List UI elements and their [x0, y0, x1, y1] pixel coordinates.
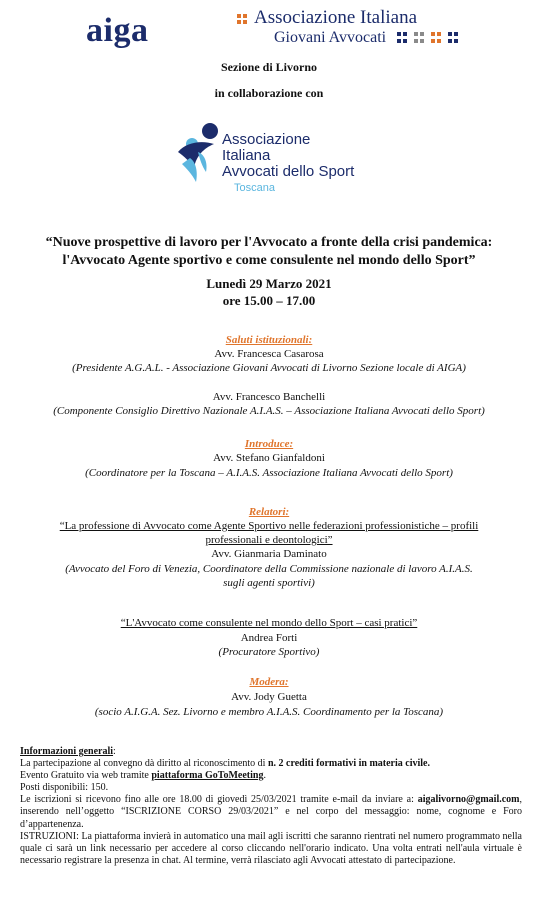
- talk1-role-line2: sugli agenti sportivi): [223, 577, 315, 589]
- aias-line2: Italiana: [222, 147, 271, 164]
- assoc-line1: Associazione Italiana: [254, 7, 418, 28]
- info-platform-text: Evento Gratuito via web tramite: [20, 770, 152, 782]
- talk2-speaker: Andrea Forti: [240, 632, 298, 644]
- talk1-role-line1: (Avvocato del Foro di Venezia, Coordinatore della Commissione nazionale di lavoro A.I.A.S.: [65, 563, 473, 575]
- talk1-title-line2: professionali e deontologici”: [205, 534, 333, 546]
- event-title-line1: “Nuove prospettive di lavoro per l'Avvocato a fronte della crisi pandemica:: [45, 235, 493, 250]
- talk1-speaker: Avv. Gianmaria Daminato: [211, 548, 327, 560]
- introduce-heading: Introduce:: [244, 438, 294, 450]
- aiga-assoc-name: [236, 8, 417, 28]
- info-email-link[interactable]: aigalivorno@gmail.com: [417, 794, 520, 806]
- aias-line4: Toscana: [234, 182, 275, 194]
- info-heading: Informazioni generali: [20, 746, 114, 757]
- saluti-heading: Saluti istituzionali:: [225, 334, 313, 346]
- info-credits: [20, 758, 522, 770]
- modera-heading: Modera:: [249, 676, 289, 688]
- collaboration-label: in collaborazione con: [214, 86, 324, 100]
- introduce-role: (Coordinatore per la Toscana – A.I.A.S. Associazione Italiana Avvocati dello Sport): [85, 467, 453, 479]
- info-credits-text: La partecipazione al convegno dà diritto al riconoscimento di: [20, 758, 268, 770]
- info-platform: Evento Gratuito via web tramite piattaforma GoToMeeting.: [20, 770, 266, 782]
- info-registration-text2: , inserendo nell’oggetto “ISCRIZIONE CORSO 29/03/2021” e nel corpo del messaggio: nome, cognome e Foro d’appartenenza.: [20, 794, 522, 830]
- modera-role: (socio A.I.G.A. Sez. Livorno e membro A.I.A.S. Coordinamento per la Toscana): [94, 706, 444, 718]
- saluti-speaker1: Avv. Francesca Casarosa: [214, 348, 324, 360]
- colored-squares-icon: [396, 31, 459, 46]
- relatori-heading: Relatori:: [248, 506, 290, 518]
- aias-figure-icon: [172, 122, 222, 184]
- section-name: Sezione di Livorno: [220, 60, 317, 74]
- aias-logo: [172, 118, 362, 198]
- aias-line1: Associazione: [222, 131, 311, 148]
- modera-speaker: Avv. Jody Guetta: [231, 691, 307, 703]
- saluti-role2: (Componente Consiglio Direttivo Nazionale A.I.A.S. – Associazione Italiana Avvocati dello Sport): [53, 405, 485, 417]
- aiga-assoc-subname: [274, 28, 459, 48]
- info-heading-row: Informazioni generali:: [20, 746, 116, 757]
- info-instructions: ISTRUZIONI: La piattaforma invierà in automatico una mail agli iscritti che saranno rientrati nel numero programmato nella quale ci sarà un link necessario per accedere al corso cliccando nell'orario indicato. Una volta entrati nell'aula virtuale è necessario registrare la presenza in chat. Al termine, verrà rilasciato agli Avvocati attestato di partecipazione.: [20, 830, 522, 866]
- assoc-line2: Giovani Avvocati: [274, 29, 387, 46]
- info-registration-text: Le iscrizioni si ricevono fino alle ore 18.00 di giovedì 25/03/2021 tramite e-mail da inviare a:: [20, 794, 418, 806]
- saluti-role1: (Presidente A.G.A.L. - Associazione Giovani Avvocati di Livorno Sezione locale di AIGA): [72, 362, 466, 374]
- introduce-speaker: Avv. Stefano Gianfaldoni: [213, 452, 325, 464]
- talk2-role: (Procuratore Sportivo): [218, 646, 320, 658]
- saluti-speaker2: Avv. Francesco Banchelli: [212, 391, 326, 403]
- info-registration: [20, 794, 522, 830]
- info-credits-bold: n. 2 crediti formativi in materia civile.: [267, 758, 430, 770]
- general-info: [20, 746, 522, 867]
- aiga-logo: aiga: [86, 12, 149, 49]
- talk1-title-line1: “La professione di Avvocato come Agente Sportivo nelle federazioni professionistiche – profili: [59, 520, 479, 532]
- info-platform-link[interactable]: piattaforma GoToMeeting: [151, 770, 264, 782]
- event-title-line2: l'Avvocato Agente sportivo e come consulente nel mondo dello Sport”: [62, 253, 476, 268]
- orange-squares-icon: [236, 13, 248, 25]
- talk2-title: “L'Avvocato come consulente nel mondo dello Sport – casi pratici”: [120, 617, 418, 629]
- event-time: ore 15.00 – 17.00: [222, 293, 316, 308]
- event-date: Lunedì 29 Marzo 2021: [206, 276, 332, 291]
- aias-line3: Avvocati dello Sport: [222, 163, 355, 180]
- info-seats: Posti disponibili: 150.: [20, 782, 109, 794]
